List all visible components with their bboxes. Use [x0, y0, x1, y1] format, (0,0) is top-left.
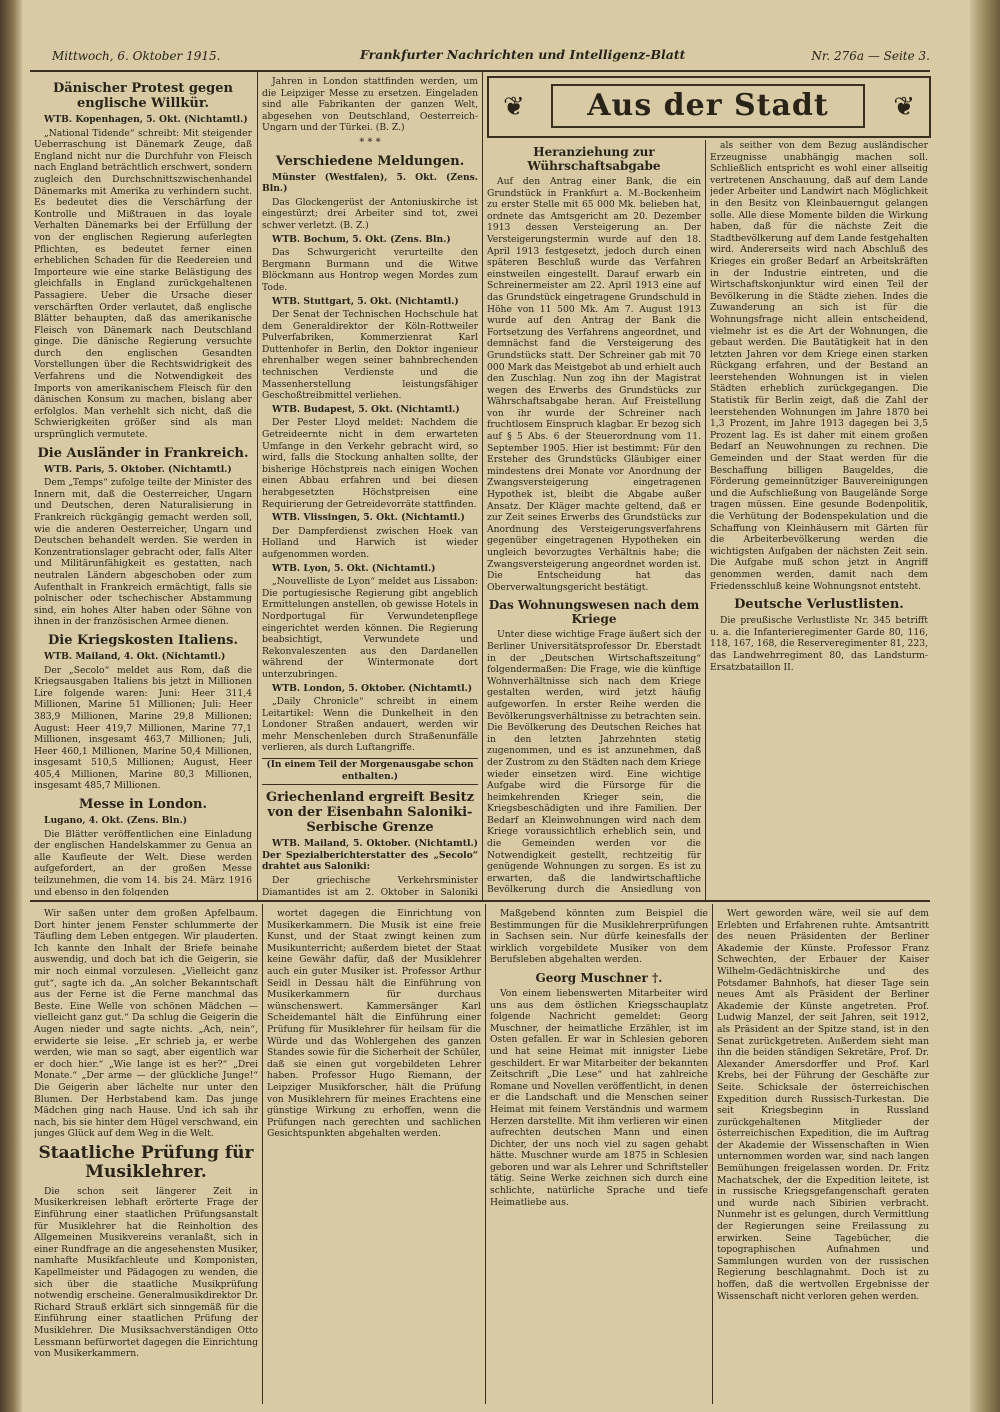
column-rule: [482, 72, 483, 900]
dateline: WTB. Mailand, 4. Okt. (Nichtamtl.): [44, 650, 226, 662]
header-date: Mittwoch, 6. Oktober 1915.: [52, 49, 221, 63]
article-title: Die Ausländer in Frankreich.: [37, 445, 249, 461]
column-rule: [712, 904, 713, 1404]
dateline: Lugano, 4. Okt. (Zens. Bln.): [44, 815, 188, 827]
article-text: Der Senat der Technischen Hochschule hat dem Generaldirektor der Köln-Rottweiler Pulverfabriken, Kommerzienrat Karl Duttenhofer in Berlin, den Doktor ingenieur ehrenhalber wegen seiner bahnbrechenden technischen Verdienste und die Massenherstellung leistungsfähiger Geschoßtreibmittel verliehen.: [262, 309, 478, 402]
article-text: „National Tidende“ schreibt: Mit steigender Ueberraschung ist Dänemark Zeuge, daß England nicht nur die Durchfuhr von Fleisch nach England beträchtlich erschwert, sondern zugleich den Durchschnittszwischenhandel Dänemarks mit Amerika zu verhindern sucht. Es bedeutet dies die Verschärfung der Kontrolle und Mißtrauen in das loyale Verhalten Dänemarks bei der Erfüllung der von der englischen Regierung auferlegten Pflichten, es bedeutet ferner einen erheblichen Schaden für die Reedereien und Importeure wie eine starke Belästigung des gleichfalls in England zurückgehaltenen Passagiere. Ueber die Ursache dieser verschärften Order verlautet, daß englische Blätter behaupten, daß das amerikanische Fleisch von Dänemark nach Deutschland ginge. Die dänische Regierung versuchte durch den englischen Gesandten Vorstellungen über die Rechtswidrigkeit des Verfahrens und die Notwendigkeit des Imports von amerikanischem Fleisch für den dänischen Konsum zu machen, bislang aber erfolglos. Man verhehlt sich nicht, daß die Schwierigkeiten größer sind als man ursprünglich vermutete.: [34, 127, 252, 441]
dateline: WTB. Budapest, 5. Okt. (Nichtamtl.): [272, 403, 460, 415]
article-text: Das Glockengerüst der Antoniuskirche ist eingestürzt; drei Arbeiter sind tot, zwei schwer verletzt. (B. Z.): [262, 196, 478, 231]
article-text: Wir saßen unter dem großen Apfelbaum. Dort hinter jenem Fenster schlummerte der Täufling dem Leben entgegen. Wir plauderten. Ich kannte den Inhalt der Briefe beinahe auswendig, und doch bat ich die Geigerin, sie mir noch einmal vorzulesen. „Vielleicht ganz gut“, sagte ich da. „An solcher Bekanntschaft aus der Ferne ist die Ferne manchmal das Beste. Eine Welle von schönen Mädchen — vielleicht ganz gut.“ Da schlug die Geigerin die Augen nieder und sagte nichts. „Ach, nein“, erwiderte sie leise. „Er schrieb ja, er werbe werden, wie man so sagt, aber eigentlich war er doch hier.“ „Wie lange ist es her?“ „Drei Monate.“ „Der arme — der glückliche Junge!“ Die Geigerin aber lächelte nur unter den Blumen. Der Herbstabend kam. Das junge Mädchen ging nach Hause. Und ich sah ihr nach, bis sie hinter dem Hügel verschwand, ein junges Glück auf dem Weg in die Welt.: [34, 908, 258, 1140]
dateline: WTB. London, 5. Oktober. (Nichtamtl.): [272, 682, 473, 694]
dateline: WTB. Mailand, 5. Oktober. (Nichtamtl.) Der Spezialberichterstatter des „Secolo“ drahtet aus Saloniki:: [262, 838, 478, 873]
page-edge: [970, 0, 1000, 1412]
article-text: Der „Secolo“ meldet aus Rom, daß die Kriegsausgaben Italiens bis jetzt in Millionen Lire folgende waren: Juni: Heer 311,4 Millionen, Marine 51 Millionen; Juli: Heer 383,9 Millionen, Marine 29,8 Millionen; August: Heer 419,7 Millionen, Marine 77,1 Millionen, insgesamt 463,7 Millionen; Juli, Heer 460,1 Millionen, Marine 50,4 Millionen, insgesamt 510,5 Millionen; August, Heer 405,4 Millionen, Marine 80,3 Millionen, insgesamt 485,7 Millionen.: [34, 664, 252, 792]
page-binding: [0, 0, 22, 1412]
article-title: Dänischer Protest gegen englische Willkür.: [52, 81, 233, 111]
article-text: Jahren in London stattfinden werden, um die Leipziger Messe zu ersetzen. Eingeladen sind alle Fabrikanten der ganzen Welt, abgesehen von Deutschland, Oesterreich-Ungarn und der Türkei. (B. Z.): [262, 76, 478, 134]
article-title: Deutsche Verlustlisten.: [734, 597, 904, 613]
article-title: Heranziehung zur Wührschaftsabgabe: [527, 145, 661, 173]
article-text: Auf den Antrag einer Bank, die ein Grundstück in Frankfurt a. M.-Bockenheim zu erster Stelle mit 65 000 Mk. belieben hat, ordnete das Amtsgericht am 20. Dezember 1913 dessen Versteigerung an. Der Versteigerungstermin wurde auf den 18. April 1913 festgesetzt, jedoch durch einen späteren Beschluß wurde das Verfahren einstweilen eingestellt. Darauf erwarb ein Schreinermeister am 22. April 1913 eine auf das Grundstück eingetragene Grundschuld in Höhe von 11 500 Mk. Am 7. August 1913 wurde auf den Antrag der Bank die Fortsetzung des Verfahrens angeordnet, und demnächst fand die Versteigerung des Grundstücks statt. Der Schreiner gab mit 70 000 Mark das Meistgebot ab und erhielt auch den Zuschlag. Nun zog ihn der Magistrat wegen des Erwerbs des Grundstücks zur Währschaftsabgabe heran. Auf Freistellung von ihr wurde der Schreiner nach fruchtlosem Einspruch klagbar. Er bezog sich auf § 5 Abs. 6 der Steuerordnung vom 11. September 1905. Hier ist bestimmt: Für den Ersteher des Grundstücks Gläubiger einer mindestens drei Monate vor Anordnung der Zwangsversteigerung eingetragenen Hypothek ist, bleibt die Abgabe außer Ansatz. Der Kläger machte geltend, daß er zur Zeit seines Erwerbs des Grundstücks zur Anordnung des Versteigerungsverfahrens gegenüber eingetragenen Hypotheken ein ungleich bevorzugtes Verhältnis habe; die Zwangsversteigerung angeordnet worden ist. Die Entscheidung hat das Oberverwaltungsgericht bestätigt.: [487, 176, 701, 593]
article-text: Die Blätter veröffentlichen eine Einladung der englischen Handelskammer zu Genua an alle Kaufleute der Welt. Diese werden aufgefordert, an der großen Messe teilzunehmen, die vom 14. bis 24. März 1916 und ebenso in den folgenden: [34, 828, 252, 896]
article-title: Messe in London.: [78, 797, 207, 813]
article-text: Von einem liebenswerten Mitarbeiter wird uns aus dem östlichen Kriegsschauplatz folgende Nachricht gemeldet: Georg Muschner, der heimatliche Erzähler, ist im Osten gefallen. Er war in Schlesien geboren und hat seine Heimat mit innigster Liebe geschildert. Er war Mitarbeiter der bekannten Zeitschrift „Die Lese“ und hat zahlreiche Romane und Novellen veröffentlicht, in denen er die Landschaft und die Menschen seiner Heimat mit feinem Verständnis und warmem Herzen darstellte. Mit ihm verlieren wir einen aufrechten deutschen Mann und einen Dichter, der uns noch viel zu sagen gehabt hätte. Muschner wurde am 1875 in Schlesien geboren und war als Lehrer und Schriftsteller tätig. Seine Werke zeichnen sich durch eine schlichte, natürliche Sprache und tiefe Heimatliebe aus.: [490, 987, 708, 1208]
article-title: Staatliche Prüfung für Musiklehrer.: [38, 1142, 254, 1182]
column-1: [34, 76, 252, 896]
header-paper-title: Frankfurter Nachrichten und Intelligenz-Blatt: [360, 47, 686, 62]
ornament-icon: ❦: [893, 92, 915, 122]
feuilleton-column-1: [34, 908, 258, 1404]
article-text: „Daily Chronicle“ schreibt in einem Leitartikel: Wenn die Dunkelheit in den Londoner Straßen andauert, werden wir mehr Menschenleben durch Straßenunfälle verlieren, als durch Luftangriffe.: [262, 696, 478, 754]
column-2: [262, 76, 478, 896]
feuilleton-column-3: [490, 908, 708, 1404]
article-title: Verschiedene Meldungen.: [275, 153, 465, 169]
page-header: [30, 44, 930, 72]
article-text: „Nouvelliste de Lyon“ meldet aus Lissabon: Die portugiesische Regierung gibt angeblich Ermittelungen anstellen, ob gewisse Hotels in Nordportugal für Verwundetenpflege eingerichtet werden können. Die Regierung beabsichtigt, Verwundete und Rekonvaleszenten aus den Dardanellen während der Wintermonate dort unterzubringen.: [262, 576, 478, 680]
column-rule: [257, 72, 258, 900]
article-text: als seither von dem Bezug ausländischer Erzeugnisse unabhängig machen soll. Schließlich entspricht es wohl einer allseitig vertretenen Anschauung, daß auf dem Lande jeder Arbeiter und Landwirt nach Möglichkeit in den Besitz von Kleinbauerngut gelangen solle. Alle diese Momente bilden die Wirkung haben, daß für die nächste Zeit die Stadtbevölkerung auf dem Lande festgehalten wird. Andererseits wird nach Abschluß des Krieges ein großer Bedarf an Arbeitskräften in der Industrie eintreten, und die Wirtschaftskonjunktur wird einen Teil der Bevölkerung in die Städte ziehen. Indes die Zuwanderung an sich ist für die Wohnungsfrage nicht allein entscheidend, vielmehr ist es die Art der Wohnungen, die gebaut werden. Die Bautätigkeit hat in den letzten Jahren vor dem Kriege einen starken Rückgang erfahren, und der Bestand an leerstehenden Wohnungen ist in vielen Städten erheblich zurückgegangen. Die Statistik für Berlin zeigt, daß die Zahl der leerstehenden Wohnungen im Jahre 1870 bei 1,3 Prozent, im Jahre 1913 dagegen bei 3,5 Prozent lag. Es ist daher mit einem großen Bedarf an Neuwohnungen zu rechnen. Die Gemeinden und der Staat werden für die Beschaffung billigen Baugeldes, die Förderung gemeinnütziger Bauvereinigungen und die Aufschließung von Baugelände Sorge tragen müssen. Eine gesunde Bodenpolitik, die Verhütung der Bodenspekulation und die Schaffung von Kleinhäusern mit Gärten für die Arbeiterbevölkerung werden die wichtigsten Aufgaben der nächsten Zeit sein. Die Aufgabe muß schon jetzt in Angriff genommen werden, damit nach dem Friedensschluß keine Wohnungsnot entsteht.: [710, 140, 928, 592]
article-text: Unter diese wichtige Frage äußert sich der Berliner Universitätsprofessor Dr. Eberstadt in der „Deutschen Wirtschaftszeitung“ folgendermaßen: Die Frage, wie die künftige Wohnverhältnisse sich nach dem Kriege gestalten werden, wird jetzt häufig aufgeworfen. In erster Reihe werden die Bevölkerungsverhältnisse zu betrachten sein. Die Bevölkerung des Deutschen Reiches hat in den letzten Jahrzehnten stetig zugenommen, und es ist anzunehmen, daß der Zustrom zu den Städten nach dem Kriege wieder einsetzen wird. Eine wichtige Aufgabe wird die Fürsorge für die heimkehrenden Krieger sein, die Kriegsbeschädigten und ihre Familien. Der Bedarf an Kleinwohnungen wird nach dem Kriege voraussichtlich erheblich sein, und die Gemeinden werden vor die Notwendigkeit gestellt, rechtzeitig für genügende Wohnungen zu sorgen. Es ist zu erwarten, daß die landwirtschaftliche Bevölkerung durch die Ansiedlung von: [487, 629, 701, 896]
dateline: WTB. Kopenhagen, 5. Okt. (Nichtamtl.): [44, 114, 248, 125]
article-text: Die preußische Verlustliste Nr. 345 betrifft u. a. die Infanterieregimenter Garde 80, 116, 118, 167, 168, die Reserveregimenter 81, 223, das Landwehrregiment 80, das Landsturm-Ersatzbataillon II.: [710, 615, 928, 673]
article-text: Das Schwurgericht verurteilte den Bergmann Burmann und die Witwe Blöckmann aus Hontrop wegen Mordes zum Tode.: [262, 247, 478, 293]
edition-note: (In einem Teil der Morgenausgabe schon enthalten.): [262, 758, 478, 785]
section-title: Aus der Stadt: [551, 84, 865, 128]
section-banner: [487, 76, 931, 138]
header-issue: Nr. 276a — Seite 3.: [811, 49, 930, 63]
dateline: WTB. Paris, 5. Oktober. (Nichtamtl.): [44, 463, 232, 475]
dateline: WTB. Stuttgart, 5. Okt. (Nichtamtl.): [272, 295, 459, 307]
column-3: [487, 140, 701, 896]
article-text: Maßgebend könnten zum Beispiel die Bestimmungen für die Musiklehrerprüfungen in Sachsen sein. Nur dürfe keinesfalls der wirklich vorgebildete Musiker von dem Berufsleben abgehalten werden.: [490, 908, 708, 966]
article-text: wortet dagegen die Einrichtung von Musikerkammern. Die Musik ist eine freie Kunst, und der Staat zwingt keinen zum Musikunterricht; außerdem bietet der Staat keine Gewähr dafür, daß der Musiklehrer auch ein guter Musiker ist. Professor Arthur Seidl in Dessau hält die Einführung von Musikerkammern für durchaus wünschenswert. Kammersänger Karl Scheidemantel hält die Einführung einer Prüfung für Musiklehrer für heilsam für die Würde und das Wohlergehen des ganzen Standes sowie für die Sicherheit der Schüler, daß sie einen gut vorgebildeten Lehrer haben. Professor Hugo Riemann, der Leipziger Musikforscher, hält die Prüfung von Musiklehrern für meines Erachtens eine günstige Wirkung zu erhoffen, wenn die Prüfungen nach gerechten und sachlichen Gesichtspunkten abgehalten werden.: [267, 908, 481, 1140]
article-text: Der Dampferdienst zwischen Hoek van Holland und Harwich ist wieder aufgenommen worden.: [262, 525, 478, 560]
ornament-icon: ❦: [503, 92, 525, 122]
feuilleton-column-4: [717, 908, 929, 1404]
article-text: Der Pester Lloyd meldet: Nachdem die Getreideernte nicht in dem erwarteten Umfange in den Verkehr gebracht wird, so wird, falls die Stockung anhalten sollte, der bisherige Höchstpreis nach einigen Wochen einen Abbau erfahren und bei diesen herabgesetzten Höchstpreisen eine Requirierung der Getreidevorräte stattfinden.: [262, 417, 478, 510]
article-title: Georg Muschner †.: [535, 970, 663, 985]
article-text: Wert geworden wäre, weil sie auf dem Erlebten und Erfahrenen ruhte. Amtsantritt des neuen Präsidenten der Berliner Akademie der Künste. Professor Franz Schwechten, der Erbauer der Kaiser Wilhelm-Gedächtniskirche und des Potsdamer Bahnhofs, hat dieser Tage sein neues Amt als Präsident der Berliner Akademie der Künste angetreten. Prof. Ludwig Manzel, der seit Jahren, seit 1912, als Präsident an der Spitze stand, ist in den Senat zurückgetreten. Außerdem sieht man ihn die beiden ständigen Sekretäre, Prof. Dr. Alexander Amersdorffer und Prof. Karl Krebs, bei der Führung der Geschäfte zur Seite. Schicksale der österreichischen Expedition durch Russisch-Turkestan. Die seit Kriegsbeginn in Russland zurückgehaltenen Mitglieder der österreichischen Expedition, die im Auftrag der Akademie der Wissenschaften in Wien unternommen worden war, sind nach langen Bemühungen freigelassen worden. Dr. Fritz Machatschek, der die Expedition leitete, ist in russische Kriegsgefangenschaft geraten und wurde nach Sibirien verbracht. Nunmehr ist es gelungen, durch Vermittlung der Regierungen seine Freilassung zu erwirken. Seine Tagebücher, die topographischen Aufnahmen und Sammlungen wurden von der russischen Regierung beschlagnahmt. Doch ist zu hoffen, daß die wertvollen Ergebnisse der Wissenschaft nicht verloren gehen werden.: [717, 908, 929, 1302]
dateline: WTB. Bochum, 5. Okt. (Zens. Bln.): [272, 233, 451, 245]
section-rule: [30, 900, 930, 902]
dateline: Münster (Westfalen), 5. Okt. (Zens. Bln.): [262, 171, 478, 195]
column-rule: [705, 140, 706, 900]
article-text: Dem „Temps“ zufolge teilte der Minister des Innern mit, daß die Oesterreicher, Ungarn und Deutschen, deren Naturalisierung in Frankreich rückgängig gemacht werden soll, wie die anderen Oesterreicher, Ungarn und Deutschen behandelt werden. Sie werden in Konzentrationslager gebracht oder, falls Alter und Militärunfähigkeit es gestatten, nach neutralen Ländern abgeschoben oder zum Aufenthalt in Frankreich ermächtigt, falls sie polnischer oder tschechischer Abstammung sind, ein hohes Alter haben oder Söhne von ihnen in der französischen Armee dienen.: [34, 477, 252, 628]
dateline: WTB. Vlissingen, 5. Okt. (Nichtamtl.): [272, 512, 465, 524]
column-4: [710, 140, 928, 896]
article-title: Griechenland ergreift Besitz von der Eisenbahn Saloniki-Serbische Grenze: [266, 790, 474, 836]
column-rule: [262, 904, 263, 1404]
separator: * * *: [359, 136, 381, 148]
article-text: Der griechische Verkehrsminister Diamantides ist am 2. Oktober in Saloniki: [262, 875, 478, 896]
article-title: Die Kriegskosten Italiens.: [48, 632, 238, 648]
article-title: Das Wohnungswesen nach dem Kriege: [488, 598, 700, 627]
article-text: Die schon seit längerer Zeit in Musikerkreisen lebhaft erörterte Frage der Einführung einer staatlichen Prüfungsanstalt für Musiklehrer hat die Reinholtion des Allgemeinen Musikvereins veranlaßt, sich in einer Rundfrage an die angesehensten Musiker, namhafte Musikfachleute und Komponisten, Kapellmeister und Pädagogen zu wenden, die sich über die staatliche Musikprüfung notwendig erscheine. Generalmusikdirektor Dr. Richard Strauß erklärt sich sinngemäß für die Einführung einer staatlichen Prüfung der Musiklehrer. Die Musiksachverständigen Otto Lessmann befürwortet dagegen die Einrichtung von Musikerkammern.: [34, 1185, 258, 1360]
dateline: WTB. Lyon, 5. Okt. (Nichtamtl.): [272, 562, 436, 574]
feuilleton-column-2: [267, 908, 481, 1404]
column-rule: [485, 904, 486, 1404]
